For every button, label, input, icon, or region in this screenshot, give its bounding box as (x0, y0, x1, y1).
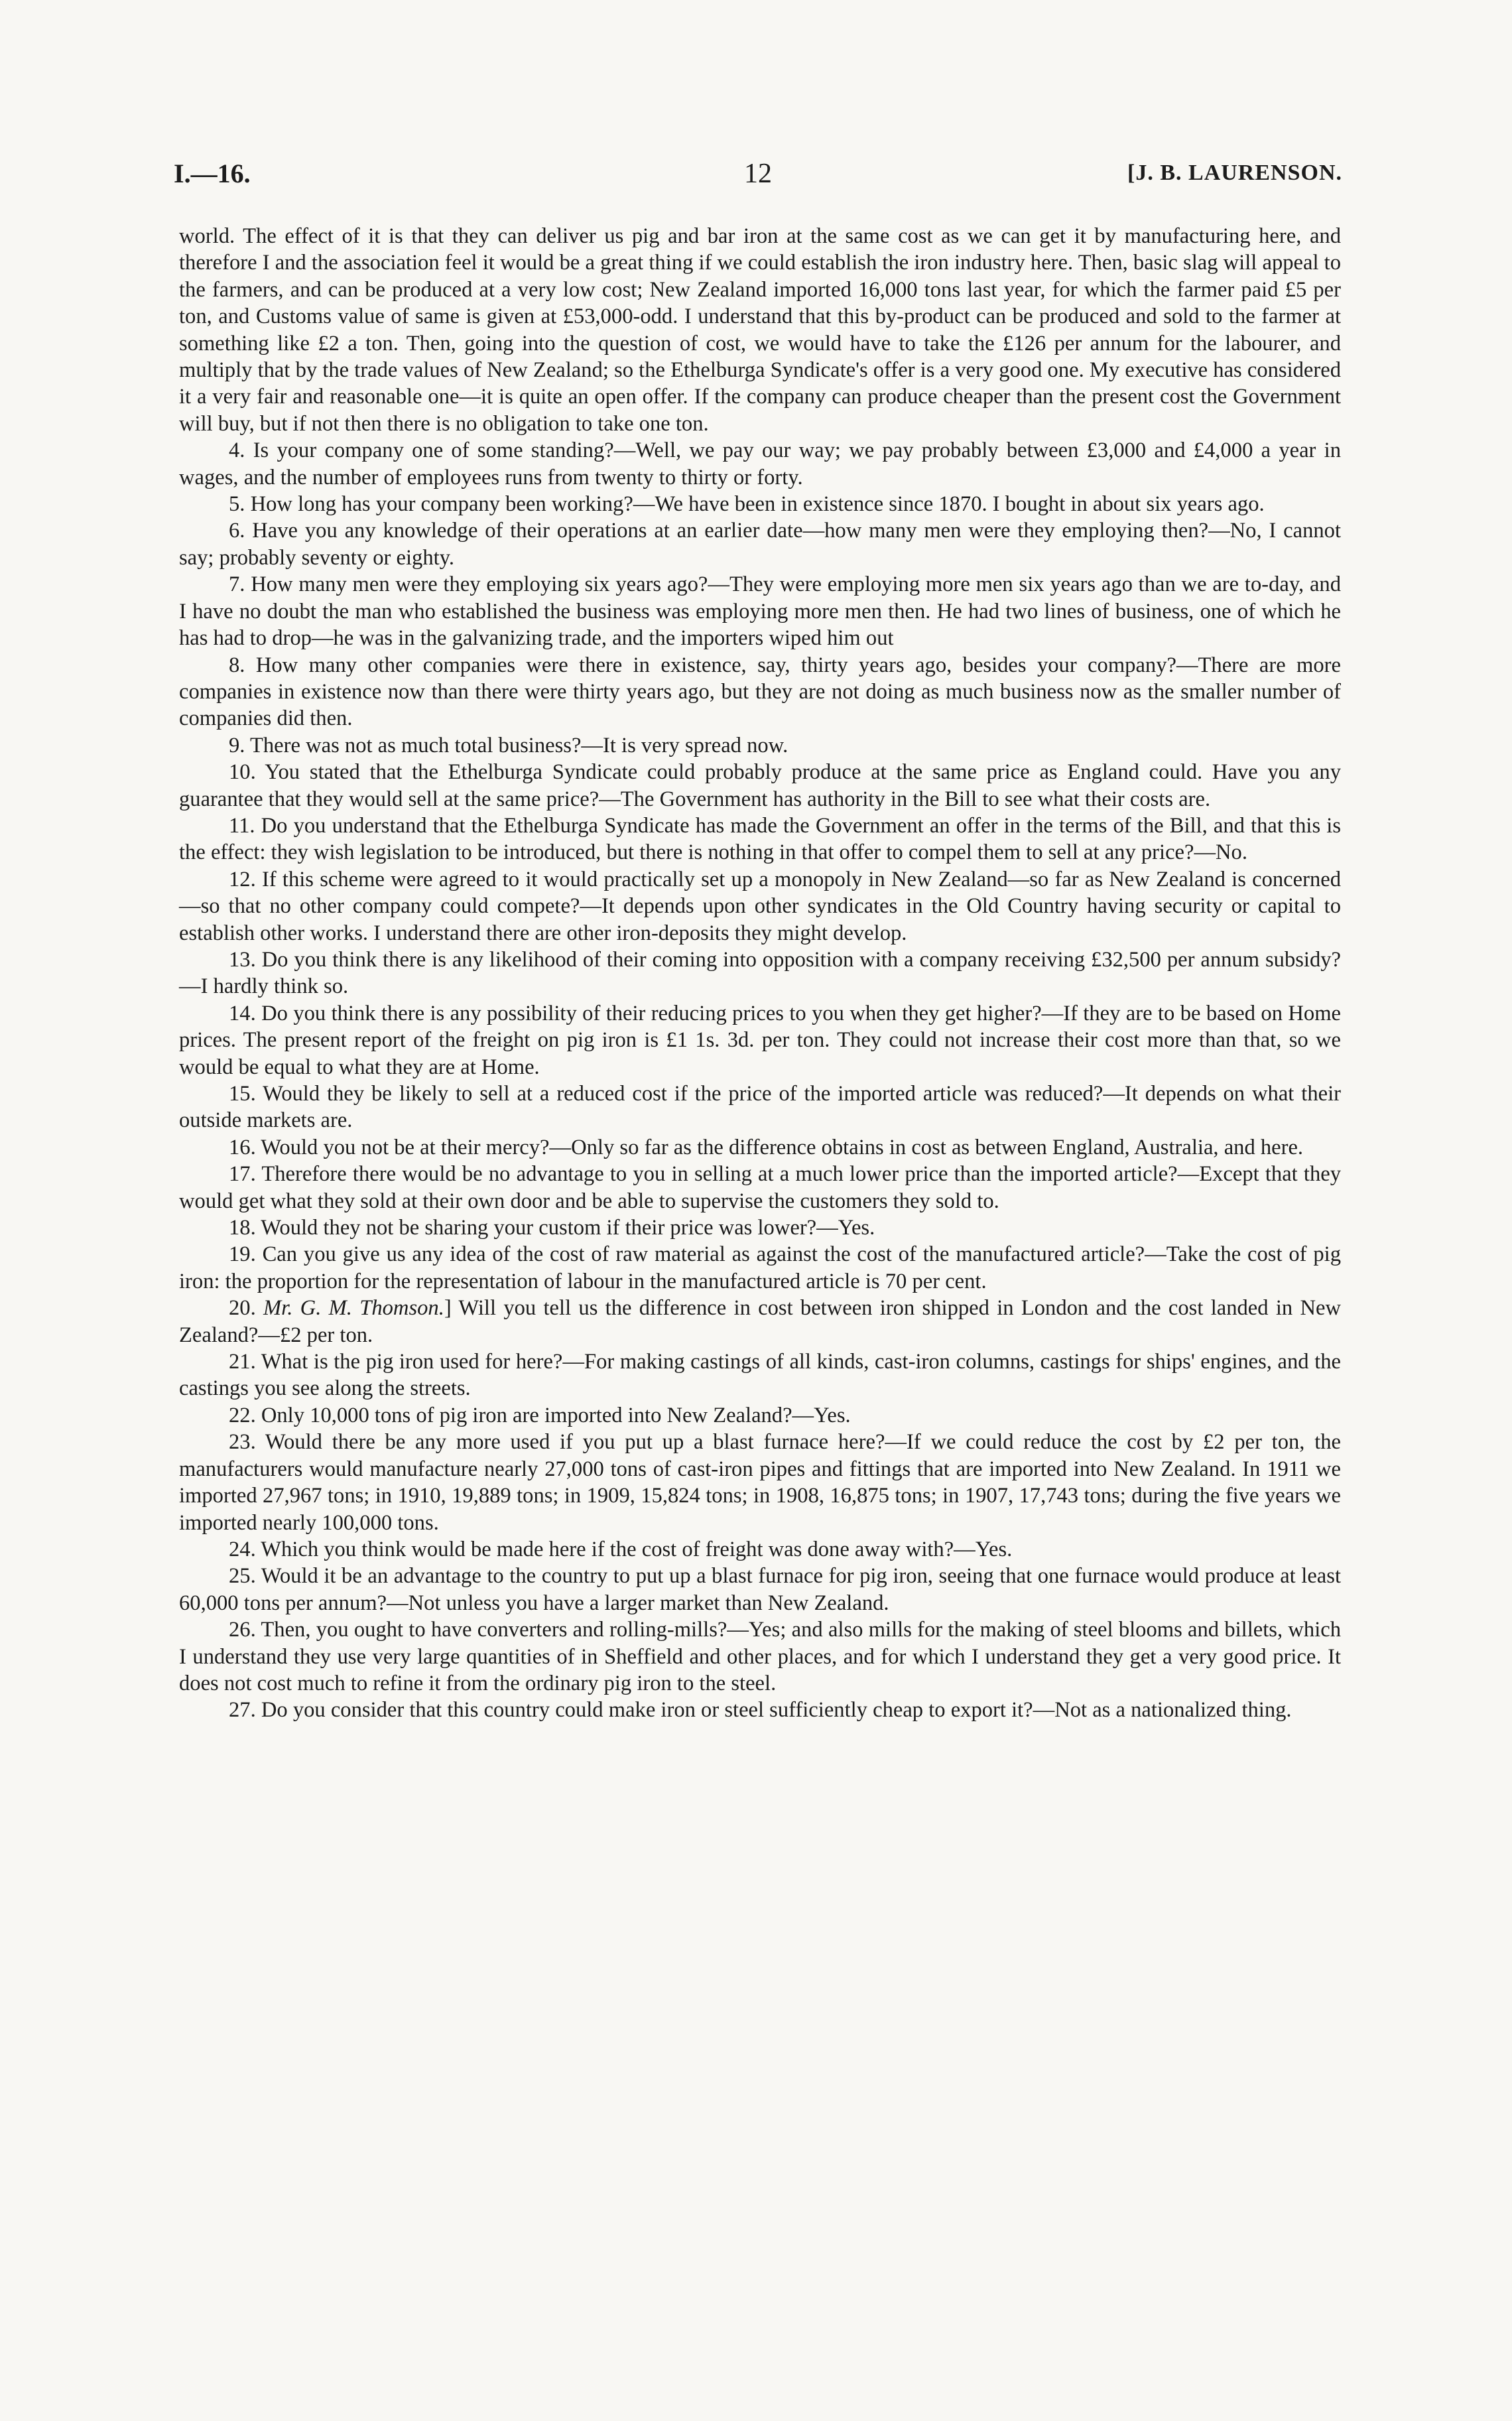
question-25: 25. Would it be an advantage to the country to put up a blast furnace for pig iron, seeing that one furnace would produce at least 60,000 tons per annum?—Not unless you have a larger market than New Zealand. (179, 1564, 1341, 1615)
question-20: 20. Mr. G. M. Thomson.] Will you tell us the difference in cost between iron shipped in London and the cost landed in New Zealand?—£2 per ton. (179, 1296, 1341, 1347)
question-13: 13. Do you think there is any likelihood of their coming into opposition with a company receiving £32,500 per annum subsidy?—I hardly think so. (179, 947, 1341, 999)
question-9: 9. There was not as much total business?—It is very spread now. (229, 733, 788, 757)
question-5: 5. How long has your company been working?—We have been in existence since 1870. I bought in about six years ago. (229, 492, 1265, 517)
witness-name: [J. B. LAURENSON. (1127, 161, 1342, 185)
question-19: 19. Can you give us any idea of the cost of raw material as against the cost of the manufactured article?—Take the cost of pig iron: the proportion for the representation of labour in the manufactured article is 70 per cent. (179, 1242, 1341, 1293)
question-12: 12. If this scheme were agreed to it would practically set up a monopoly in New Zealand—so far as New Zealand is concerned—so that no other company could compete?—It depends upon other syndicates in the Old Country having security or capital to establish other works. I understand there are other iron-deposits they might develop. (179, 867, 1341, 945)
question-26: 26. Then, you ought to have converters and rolling-mills?—Yes; and also mills for the making of steel blooms and billets, which I understand they use very large quantities of in Sheffield and other places, and for which I understand they get a very good price. It does not cost much to refine it from the ordinary pig iron to the steel. (179, 1618, 1341, 1695)
question-7: 7. How many men were they employing six years ago?—They were employing more men six years ago than we are to-day, and I have no doubt the man who established the business was employing more men then. He had two lines of business, one of which he has had to drop—he was in the galvanizing trade, and the importers wiped him out (179, 572, 1341, 651)
question-6: 6. Have you any knowledge of their operations at an earlier date—how many men were they employing then?—No, I cannot say; probably seventy or eighty. (179, 519, 1341, 570)
question-16: 16. Would you not be at their mercy?—Only so far as the difference obtains in cost as between England, Australia, and here. (229, 1135, 1304, 1159)
paper-reference: I.—16. (174, 159, 251, 188)
page-number: 12 (744, 159, 772, 189)
question-17: 17. Therefore there would be no advantage to you in selling at a much lower price than the imported article?—Except that they would get what they sold at their own door and be able to supervise the customers they sold to. (179, 1162, 1341, 1213)
question-8: 8. How many other companies were there in existence, say, thirty years ago, besides your company?—There are more companies in existence now than there were thirty years ago, but they are not doing as much business now as the smaller number of companies did then. (179, 653, 1341, 731)
speaker-name: Mr. G. M. Thomson. (263, 1296, 444, 1321)
question-4: 4. Is your company one of some standing?—Well, we pay our way; we pay probably between £3,000 and £4,000 a year in wages, and the number of employees runs from twenty to thirty or forty. (179, 438, 1341, 490)
question-24: 24. Which you think would be made here if the cost of freight was done away with?—Yes. (229, 1537, 1013, 1561)
question-18: 18. Would they not be sharing your custom if their price was lower?—Yes. (229, 1216, 875, 1240)
evidence-text (179, 223, 1341, 1724)
question-14: 14. Do you think there is any possibility of their reducing prices to you when they get higher?—If they are to be based on Home prices. The present report of the freight on pig iron is £1 1s. 3d. per ton. They could not increase their cost more than that, so we would be equal to what they are at Home. (179, 1001, 1341, 1079)
question-11: 11. Do you understand that the Ethelburga Syndicate has made the Government an offer in the terms of the Bill, and that this is the effect: they wish legislation to be introduced, but there is nothing in that offer to compel them to sell at any price?—No. (179, 813, 1341, 865)
question-22: 22. Only 10,000 tons of pig iron are imported into New Zealand?—Yes. (229, 1403, 851, 1427)
question-15: 15. Would they be likely to sell at a reduced cost if the price of the imported article was reduced?—It depends on what their outside markets are. (179, 1082, 1341, 1133)
question-27: 27. Do you consider that this country could make iron or steel sufficiently cheap to export it?—Not as a nationalized thing. (229, 1698, 1292, 1723)
question-21: 21. What is the pig iron used for here?—For making castings of all kinds, cast-iron columns, castings for ships' engines, and the castings you see along the streets. (179, 1350, 1341, 1401)
page-header (174, 158, 1342, 198)
question-23: 23. Would there be any more used if you put up a blast furnace here?—If we could reduce the cost by £2 per ton, the manufacturers would manufacture nearly 27,000 tons of cast-iron pipes and fittings that are imported into New Zealand. In 1911 we imported 27,967 tons; in 1910, 19,889 tons; in 1909, 15,824 tons; in 1908, 16,875 tons; in 1907, 17,743 tons; during the five years we imported nearly 100,000 tons. (179, 1430, 1341, 1535)
question-10: 10. You stated that the Ethelburga Syndicate could probably produce at the same price as England could. Have you any guarantee that they would sell at the same price?—The Government has authority in the Bill to see what their costs are. (179, 760, 1341, 811)
continuation-paragraph: world. The effect of it is that they can deliver us pig and bar iron at the same cost as we can get it by manufacturing here, and therefore I and the association feel it would be a great thing if we could establish the iron industry here. Then, basic slag will appeal to the farmers, and can be produced at a very low cost; New Zealand imported 16,000 tons last year, for which the farmer paid £5 per ton, and Customs value of same is given at £53,000-odd. I understand that this by-product can be produced and sold to the farmer at something like £2 a ton. Then, going into the question of cost, we would have to take the £126 per annum for the labourer, and multiply that by the trade values of New Zealand; so the Ethelburga Syndicate's offer is a very good one. My executive has considered it a very fair and reasonable one—it is quite an open offer. If the company can produce cheaper than the present cost the Government will buy, but if not then there is no obligation to take one ton. (179, 224, 1341, 436)
